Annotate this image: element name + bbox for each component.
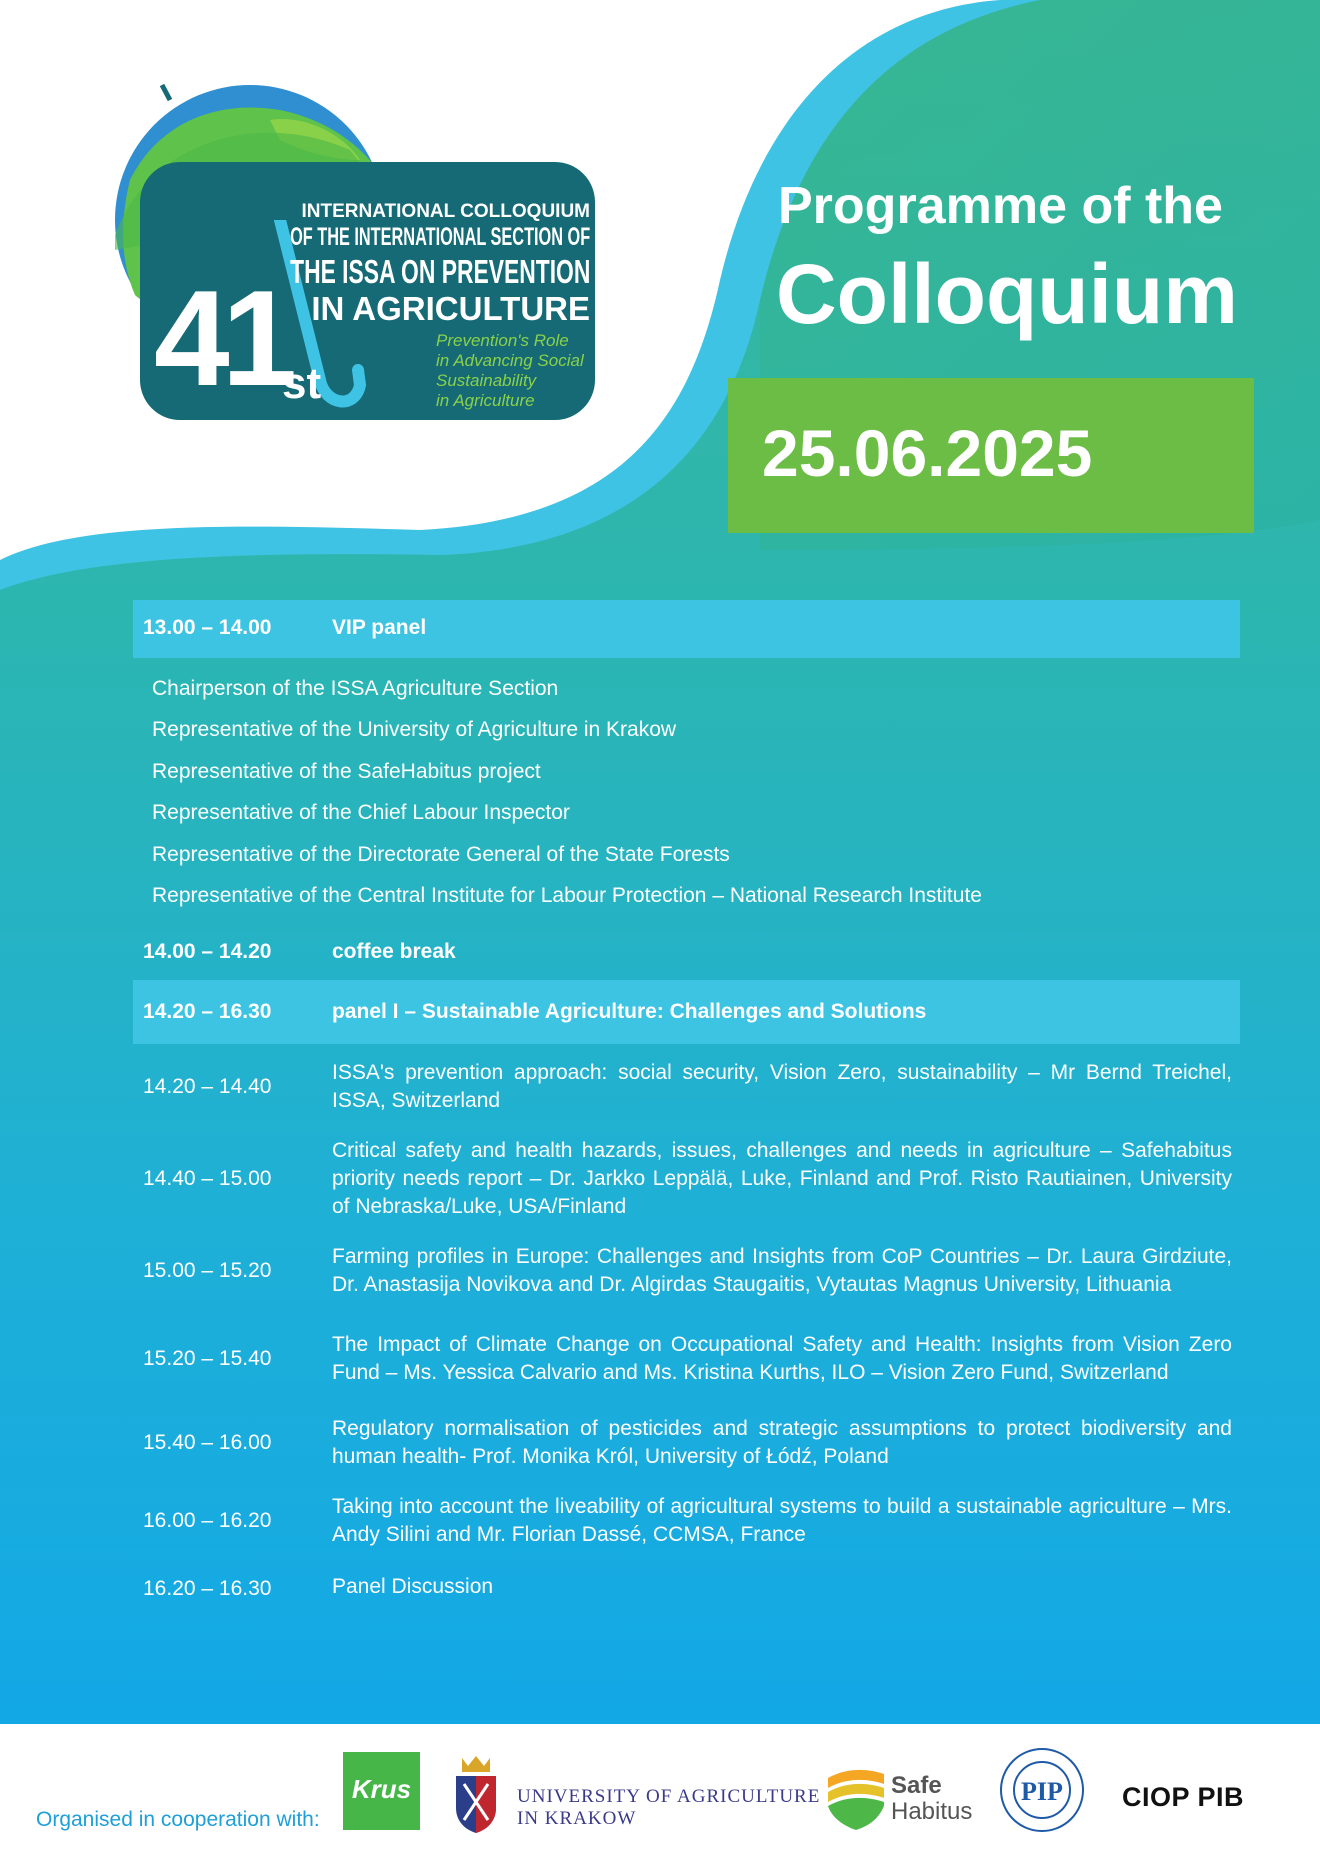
logo-number: 41 <box>154 262 290 414</box>
panel1-time: 14.20 – 16.30 <box>143 1000 272 1023</box>
vip-item: Representative of the Chief Labour Inspector <box>152 801 570 824</box>
session-time: 14.20 – 14.40 <box>143 1075 272 1098</box>
session-time: 16.20 – 16.30 <box>143 1577 272 1600</box>
session-time: 15.40 – 16.00 <box>143 1431 272 1454</box>
vip-item: Representative of the Central Institute for Labour Protection – National Research Institute <box>152 884 982 907</box>
session-text: Regulatory normalisation of pesticides and strategic assumptions to protect biodiversity and human health- Prof. Monika Król, University of Łódź, Poland <box>332 1417 1232 1468</box>
session-text: Taking into account the liveability of agricultural systems to build a sustainable agriculture – Mrs. Andy Silini and Mr. Florian Dassé, CCMSA, France <box>332 1495 1232 1546</box>
krus-logo <box>343 1752 420 1830</box>
vip-item: Chairperson of the ISSA Agriculture Section <box>152 677 559 700</box>
page-title-line-2: Colloquium <box>776 247 1238 341</box>
logo-ordinal: st <box>282 359 322 408</box>
vip-item: Representative of the University of Agriculture in Krakow <box>152 718 677 741</box>
session-text: The Impact of Climate Change on Occupational Safety and Health: Insights from Vision Zero Fund – Ms. Yessica Calvario and Ms. Kristina Kurths, ILO – Vision Zero Fund, Switzerland <box>332 1333 1232 1384</box>
logo-line-3: THE ISSA ON PREVENTION <box>289 253 590 290</box>
logo-subtitle-2: in Advancing Social <box>436 351 584 370</box>
krus-logo-text: Krus <box>351 1774 412 1804</box>
pip-seal-icon <box>998 1746 1086 1834</box>
university-crest-icon <box>452 1754 500 1834</box>
session-time: 15.20 – 15.40 <box>143 1347 272 1370</box>
colloquium-logo <box>110 80 600 425</box>
logo-subtitle-3: Sustainability <box>436 371 537 390</box>
safehabitus-line-1: Safe <box>891 1772 942 1799</box>
logo-subtitle-1: Prevention's Role <box>436 331 569 350</box>
vip-panel-bar <box>133 600 1240 658</box>
vip-panel-title: VIP panel <box>332 616 427 639</box>
ciop-pib-logo: CIOP PIB <box>1122 1782 1245 1812</box>
logo-subtitle-4: in Agriculture <box>436 391 535 410</box>
session-time: 14.40 – 15.00 <box>143 1167 272 1190</box>
safehabitus-line-2: Habitus <box>891 1798 973 1825</box>
vip-item: Representative of the SafeHabitus project <box>152 760 541 783</box>
panel1-title: panel I – Sustainable Agriculture: Challenges and Solutions <box>332 1000 927 1023</box>
logo-line-1: INTERNATIONAL COLLOQUIUM <box>301 201 590 222</box>
coffee-break-title: coffee break <box>332 940 456 963</box>
coffee-break-time: 14.00 – 14.20 <box>143 940 272 963</box>
vip-panel-time: 13.00 – 14.00 <box>143 616 272 639</box>
safehabitus-icon <box>826 1766 886 1830</box>
session-text: Panel Discussion <box>332 1575 494 1598</box>
session-time: 15.00 – 15.20 <box>143 1259 272 1282</box>
svg-text:PIP: PIP <box>1021 1777 1063 1806</box>
session-time: 16.00 – 16.20 <box>143 1509 272 1532</box>
page-title-line-1: Programme of the <box>778 177 1223 235</box>
vip-item: Representative of the Directorate General of the State Forests <box>152 843 730 866</box>
session-text: Farming profiles in Europe: Challenges and Insights from CoP Countries – Dr. Laura Girdziute, Dr. Anastasija Novikova and Dr. Algirdas Staugaitis, Vytautas Magnus University, Lithuania <box>332 1245 1232 1296</box>
university-name-line-1: UNIVERSITY OF AGRICULTURE <box>517 1786 821 1807</box>
logo-line-2: OF THE INTERNATIONAL SECTION OF <box>289 223 590 251</box>
event-date: 25.06.2025 <box>762 416 1093 490</box>
logo-line-4: IN AGRICULTURE <box>311 290 590 327</box>
university-name-line-2: IN KRAKOW <box>517 1808 637 1829</box>
session-text: ISSA's prevention approach: social security, Vision Zero, sustainability – Mr Bernd Treichel, ISSA, Switzerland <box>332 1061 1232 1112</box>
footer-label: Organised in cooperation with: <box>36 1808 320 1831</box>
session-text: Critical safety and health hazards, issues, challenges and needs in agriculture – Safehabitus priority needs report – Dr. Jarkko Leppälä, Luke, Finland and Prof. Risto Rautiainen, University of Nebraska/Luke, USA/Finland <box>332 1139 1232 1218</box>
partners-footer <box>0 1724 1320 1866</box>
